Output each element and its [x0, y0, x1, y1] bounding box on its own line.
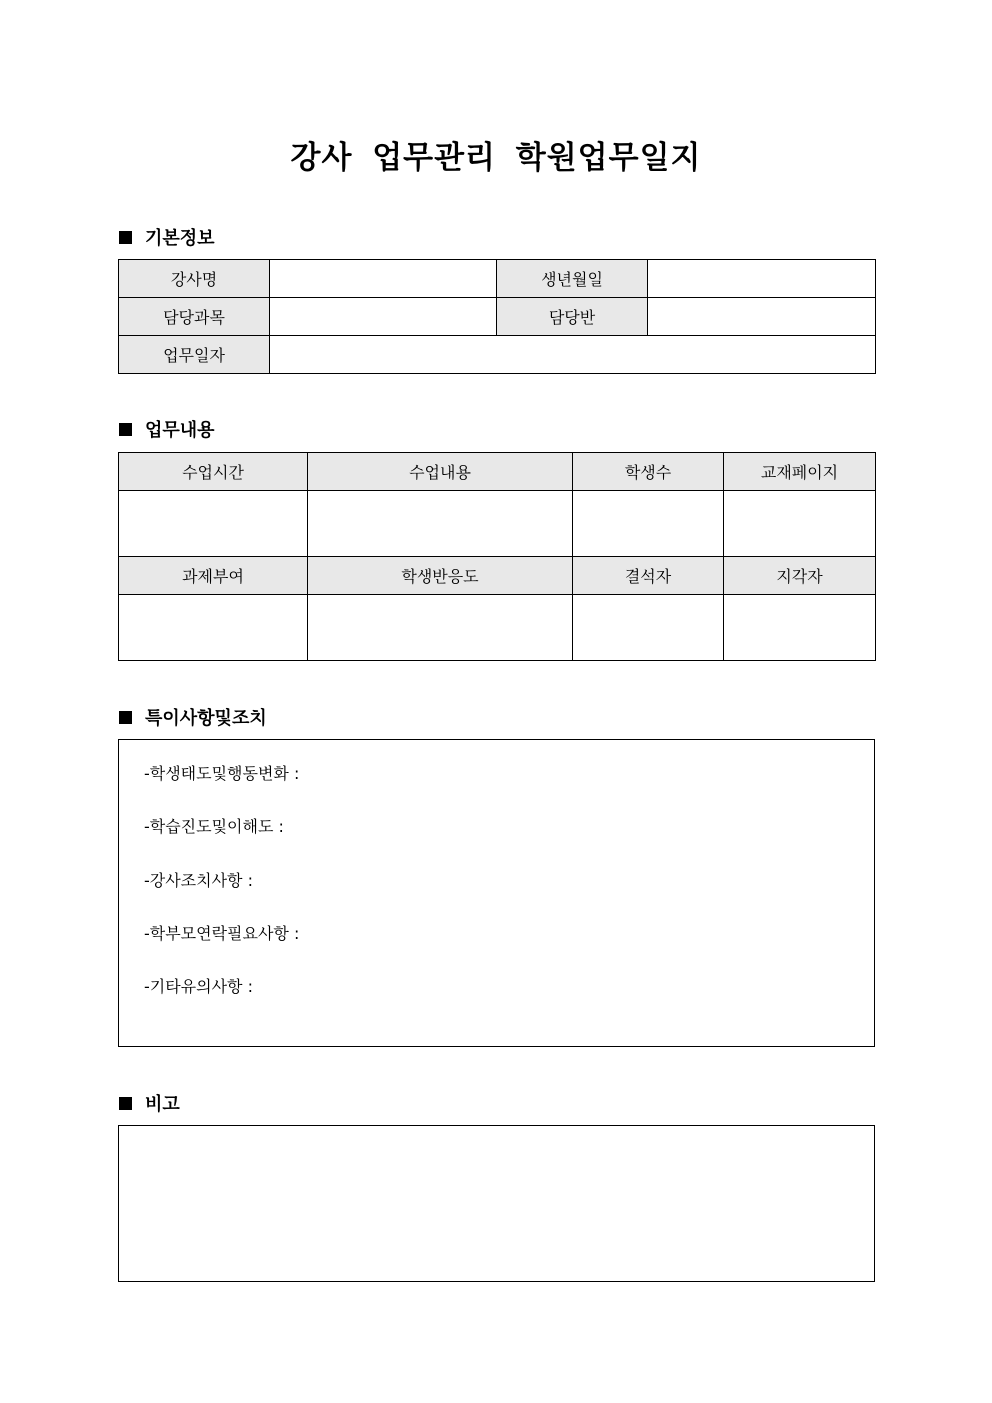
section-heading-work-label: 업무내용 — [145, 420, 215, 441]
instructor-name-field[interactable] — [270, 260, 497, 298]
class-content-field[interactable] — [308, 491, 573, 557]
header-student-response: 학생반응도 — [308, 557, 573, 595]
label-class: 담당반 — [497, 298, 648, 336]
section-heading-notes-label: 특이사항및조치 — [145, 708, 267, 729]
header-class-content: 수업내용 — [308, 453, 573, 491]
header-student-count: 학생수 — [573, 453, 724, 491]
work-content-table — [118, 452, 876, 661]
section-heading-basic — [119, 224, 215, 250]
student-count-field[interactable] — [573, 491, 724, 557]
header-class-time: 수업시간 — [119, 453, 308, 491]
late-students-field[interactable] — [724, 595, 876, 661]
header-textbook-page: 교재페이지 — [724, 453, 876, 491]
note-item-behavior: -학생태도및행동변화 : — [144, 764, 300, 783]
section-heading-basic-label: 기본정보 — [145, 228, 215, 249]
label-birth-date: 생년월일 — [497, 260, 648, 298]
work-date-field[interactable] — [270, 336, 876, 374]
basic-info-table — [118, 259, 876, 374]
section-heading-work — [119, 416, 215, 442]
document-title: 강사 업무관리 학원업무일지 — [290, 140, 702, 176]
class-time-field[interactable] — [119, 491, 308, 557]
header-assignment: 과제부여 — [119, 557, 308, 595]
section-heading-remarks — [119, 1090, 180, 1116]
note-item-parent-contact: -학부모연락필요사항 : — [144, 924, 300, 943]
remarks-box[interactable] — [118, 1125, 875, 1282]
label-subject: 담당과목 — [119, 298, 270, 336]
absentees-field[interactable] — [573, 595, 724, 661]
student-response-field[interactable] — [308, 595, 573, 661]
subject-field[interactable] — [270, 298, 497, 336]
note-item-actions: -강사조치사항 : — [144, 871, 253, 890]
square-bullet-icon — [119, 231, 132, 244]
assignment-field[interactable] — [119, 595, 308, 661]
header-late-students: 지각자 — [724, 557, 876, 595]
note-item-progress: -학습진도및이해도 : — [144, 817, 284, 836]
label-work-date: 업무일자 — [119, 336, 270, 374]
note-item-other: -기타유의사항 : — [144, 977, 253, 996]
section-heading-notes — [119, 704, 267, 730]
square-bullet-icon — [119, 423, 132, 436]
birth-date-field[interactable] — [648, 260, 876, 298]
square-bullet-icon — [119, 1097, 132, 1110]
header-absentees: 결석자 — [573, 557, 724, 595]
notes-box[interactable] — [118, 739, 875, 1047]
square-bullet-icon — [119, 711, 132, 724]
textbook-page-field[interactable] — [724, 491, 876, 557]
class-field[interactable] — [648, 298, 876, 336]
label-instructor-name: 강사명 — [119, 260, 270, 298]
section-heading-remarks-label: 비고 — [145, 1094, 180, 1115]
